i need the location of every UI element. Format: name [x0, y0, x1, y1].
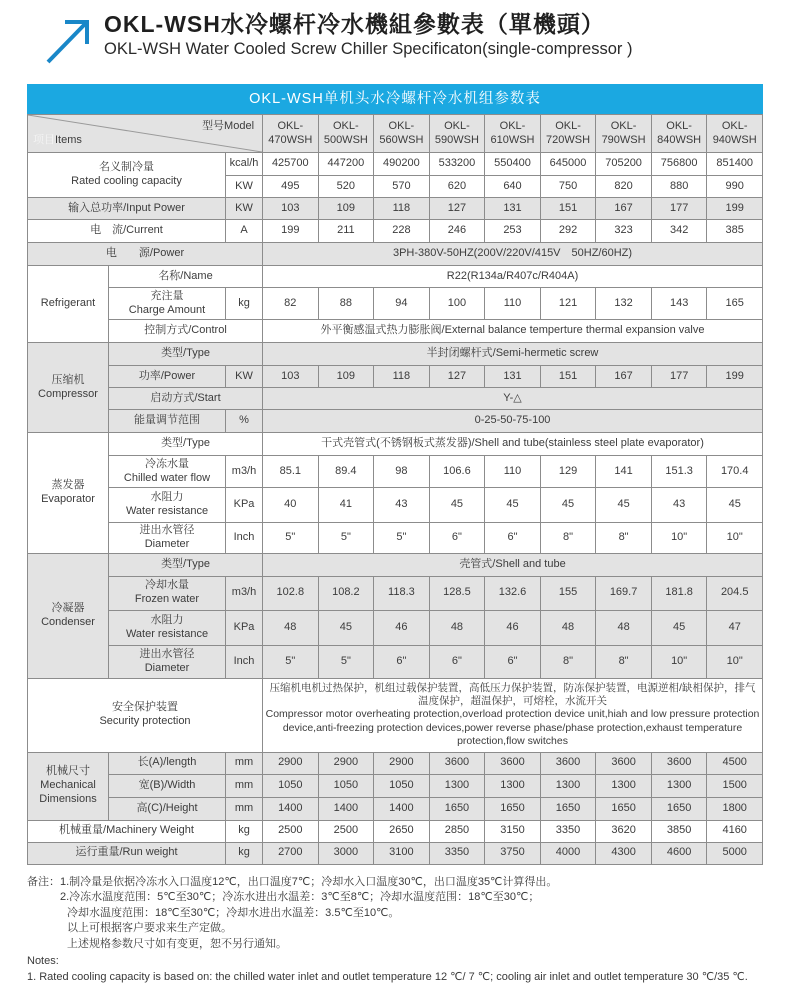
page-header — [0, 0, 790, 66]
evap-diameter-label: 进出水管径 Diameter — [109, 523, 226, 554]
length-label: 长(A)/length — [109, 752, 226, 774]
start-mode-row — [28, 388, 763, 410]
current-row — [28, 220, 763, 243]
value-cell: 3600 — [485, 752, 541, 774]
condenser-type-label: 类型/Type — [109, 553, 263, 576]
value-cell: 143 — [651, 288, 707, 320]
value-cell: 48 — [540, 610, 596, 645]
value-cell: 45 — [707, 488, 763, 523]
unit-cell: mm — [226, 752, 263, 774]
frozen-water-row — [28, 576, 763, 610]
spec-table-wrap — [27, 114, 763, 865]
value-cell: 4500 — [707, 752, 763, 774]
value-cell: 129 — [540, 456, 596, 488]
cond-resistance-label: 水阻力 Water resistance — [109, 610, 226, 645]
value-cell: 45 — [485, 488, 541, 523]
model-header-cell: OKL-590WSH — [429, 115, 485, 153]
value-cell: 8" — [596, 645, 652, 678]
value-cell: 385 — [707, 220, 763, 243]
value-cell: 46 — [485, 610, 541, 645]
power-supply-value: 3PH-380V-50HZ(200V/220V/415V 50HZ/60HZ) — [263, 243, 763, 266]
width-label: 宽(B)/Width — [109, 774, 226, 797]
value-cell: 8" — [596, 523, 652, 554]
compressor-type-row — [28, 343, 763, 366]
value-cell: 110 — [485, 456, 541, 488]
value-cell: 1650 — [540, 797, 596, 820]
value-cell: 109 — [318, 198, 374, 220]
unit-cell: A — [226, 220, 263, 243]
value-cell: 323 — [596, 220, 652, 243]
value-cell: 6" — [429, 523, 485, 554]
security-label: 安全保护装置 Security protection — [28, 678, 263, 752]
value-cell: 141 — [596, 456, 652, 488]
evap-diameter-row — [28, 523, 763, 554]
value-cell: 6" — [485, 523, 541, 554]
value-cell: 990 — [707, 176, 763, 198]
capacity-range-value: 0-25-50-75-100 — [263, 410, 763, 433]
value-cell: 2850 — [429, 820, 485, 842]
notes-block — [27, 875, 763, 985]
value-cell: 118 — [374, 198, 430, 220]
value-cell: 1300 — [429, 774, 485, 797]
compressor-power-row — [28, 366, 763, 388]
value-cell: 169.7 — [596, 576, 652, 610]
value-cell: 151 — [540, 198, 596, 220]
value-cell: 45 — [318, 610, 374, 645]
evaporator-group-label: 蒸发器 Evaporator — [28, 433, 109, 554]
value-cell: 43 — [651, 488, 707, 523]
value-cell: 45 — [596, 488, 652, 523]
rated-label: 名义制冷量 Rated cooling capacity — [28, 153, 226, 198]
value-cell: 132 — [596, 288, 652, 320]
value-cell: 118 — [374, 366, 430, 388]
value-cell: 155 — [540, 576, 596, 610]
value-cell: 48 — [596, 610, 652, 645]
value-cell: 2700 — [263, 842, 319, 864]
condenser-group-label: 冷凝器 Condenser — [28, 553, 109, 678]
spec-table — [27, 114, 763, 865]
start-mode-value: Y-△ — [263, 388, 763, 410]
value-cell: 5" — [263, 523, 319, 554]
value-cell: 447200 — [318, 153, 374, 176]
value-cell: 4000 — [540, 842, 596, 864]
cond-diameter-label: 进出水管径 Diameter — [109, 645, 226, 678]
value-cell: 1300 — [596, 774, 652, 797]
value-cell: 851400 — [707, 153, 763, 176]
input-power-row — [28, 198, 763, 220]
value-cell: 43 — [374, 488, 430, 523]
value-cell: 1050 — [318, 774, 374, 797]
machinery-weight-label: 机械重量/Machinery Weight — [28, 820, 226, 842]
value-cell: 127 — [429, 198, 485, 220]
model-header-cell: OKL-790WSH — [596, 115, 652, 153]
value-cell: 128.5 — [429, 576, 485, 610]
evaporator-type-value: 干式壳管式(不锈钢板式蒸发器)/Shell and tube(stainless steel plate evaporator) — [263, 433, 763, 456]
value-cell: 204.5 — [707, 576, 763, 610]
value-cell: 2900 — [374, 752, 430, 774]
refrigerant-name-label: 名称/Name — [109, 266, 263, 288]
value-cell: 100 — [429, 288, 485, 320]
value-cell: 3600 — [429, 752, 485, 774]
evap-resistance-label: 水阻力 Water resistance — [109, 488, 226, 523]
value-cell: 118.3 — [374, 576, 430, 610]
evaporator-type-row — [28, 433, 763, 456]
value-cell: 82 — [263, 288, 319, 320]
run-weight-label: 运行重量/Run weight — [28, 842, 226, 864]
value-cell: 1650 — [651, 797, 707, 820]
value-cell: 820 — [596, 176, 652, 198]
value-cell: 3350 — [429, 842, 485, 864]
current-label: 电 流/Current — [28, 220, 226, 243]
model-header-cell: OKL-610WSH — [485, 115, 541, 153]
value-cell: 103 — [263, 366, 319, 388]
value-cell: 3600 — [596, 752, 652, 774]
input-power-label: 输入总功率/Input Power — [28, 198, 226, 220]
value-cell: 6" — [374, 645, 430, 678]
value-cell: 131 — [485, 366, 541, 388]
value-cell: 228 — [374, 220, 430, 243]
note-line: 以上可根据客户要求来生产定做。 — [27, 921, 763, 937]
value-cell: 246 — [429, 220, 485, 243]
value-cell: 170.4 — [707, 456, 763, 488]
value-cell: 1400 — [318, 797, 374, 820]
value-cell: 425700 — [263, 153, 319, 176]
capacity-range-label: 能量调节范围 — [109, 410, 226, 433]
notes-en-label: Notes: — [27, 954, 763, 970]
note-line: 上述规格参数尺寸如有变更，恕不另行通知。 — [27, 937, 763, 953]
unit-cell: KW — [226, 176, 263, 198]
power-supply-row — [28, 243, 763, 266]
note-line: 2.冷冻水温度范围：5℃至30℃；冷冻水进出水温差：3℃至8℃；冷却水温度范围：18℃至30℃； — [27, 890, 763, 906]
value-cell: 102.8 — [263, 576, 319, 610]
evap-resistance-row — [28, 488, 763, 523]
value-cell: 253 — [485, 220, 541, 243]
value-cell: 8" — [540, 645, 596, 678]
value-cell: 1400 — [263, 797, 319, 820]
corner-model-label: 型号Model — [202, 120, 254, 134]
compressor-type-value: 半封闭螺杆式/Semi-hermetic screw — [263, 343, 763, 366]
note-line: 备注：1.制冷量是依据冷冻水入口温度12℃，出口温度7℃；冷却水入口温度30℃，出口温度35℃计算得出。 — [27, 875, 763, 891]
value-cell: 127 — [429, 366, 485, 388]
value-cell: 199 — [707, 366, 763, 388]
cond-resistance-row — [28, 610, 763, 645]
unit-cell: mm — [226, 797, 263, 820]
value-cell: 94 — [374, 288, 430, 320]
value-cell: 2900 — [263, 752, 319, 774]
unit-cell: KPa — [226, 610, 263, 645]
value-cell: 1650 — [485, 797, 541, 820]
compressor-power-label: 功率/Power — [109, 366, 226, 388]
value-cell: 151.3 — [651, 456, 707, 488]
security-row — [28, 678, 763, 752]
unit-cell: KW — [226, 366, 263, 388]
value-cell: 3100 — [374, 842, 430, 864]
control-label: 控制方式/Control — [109, 320, 263, 343]
value-cell: 1400 — [374, 797, 430, 820]
value-cell: 1300 — [540, 774, 596, 797]
height-label: 高(C)/Height — [109, 797, 226, 820]
value-cell: 98 — [374, 456, 430, 488]
value-cell: 8" — [540, 523, 596, 554]
evaporator-type-label: 类型/Type — [109, 433, 263, 456]
unit-cell: kcal/h — [226, 153, 263, 176]
compressor-type-label: 类型/Type — [109, 343, 263, 366]
model-header-cell: OKL-500WSH — [318, 115, 374, 153]
unit-cell: KW — [226, 198, 263, 220]
value-cell: 3620 — [596, 820, 652, 842]
note-line: 1. Rated cooling capacity is based on: the chilled water inlet and outlet temperature 12 ℃/ 7 ℃; cooling air inlet and outlet temperature 30 ℃/35 ℃. — [27, 970, 763, 985]
value-cell: 121 — [540, 288, 596, 320]
value-cell: 5" — [318, 523, 374, 554]
value-cell: 1300 — [651, 774, 707, 797]
value-cell: 292 — [540, 220, 596, 243]
value-cell: 199 — [263, 220, 319, 243]
unit-cell: m3/h — [226, 456, 263, 488]
value-cell: 199 — [707, 198, 763, 220]
model-header-cell: OKL-840WSH — [651, 115, 707, 153]
refrigerant-group-label: Refrigerant — [28, 266, 109, 343]
value-cell: 5" — [318, 645, 374, 678]
value-cell: 570 — [374, 176, 430, 198]
machinery-weight-row — [28, 820, 763, 842]
value-cell: 5" — [374, 523, 430, 554]
value-cell: 47 — [707, 610, 763, 645]
value-cell: 48 — [429, 610, 485, 645]
value-cell: 10" — [707, 645, 763, 678]
value-cell: 40 — [263, 488, 319, 523]
value-cell: 620 — [429, 176, 485, 198]
value-cell: 2650 — [374, 820, 430, 842]
value-cell: 106.6 — [429, 456, 485, 488]
value-cell: 1500 — [707, 774, 763, 797]
model-header-cell: OKL-720WSH — [540, 115, 596, 153]
corner-items-label: 项目Items — [33, 134, 82, 148]
condenser-type-value: 壳管式/Shell and tube — [263, 553, 763, 576]
page-title-en: OKL-WSH Water Cooled Screw Chiller Specificaton(single-compressor ) — [104, 40, 632, 59]
model-header-cell: OKL-940WSH — [707, 115, 763, 153]
value-cell: 2500 — [263, 820, 319, 842]
value-cell: 495 — [263, 176, 319, 198]
refrigerant-name-value: R22(R134a/R407c/R404A) — [263, 266, 763, 288]
value-cell: 2500 — [318, 820, 374, 842]
charge-amount-row — [28, 288, 763, 320]
value-cell: 1800 — [707, 797, 763, 820]
unit-cell: Inch — [226, 523, 263, 554]
value-cell: 342 — [651, 220, 707, 243]
unit-cell: mm — [226, 774, 263, 797]
value-cell: 645000 — [540, 153, 596, 176]
value-cell: 10" — [651, 645, 707, 678]
value-cell: 1050 — [374, 774, 430, 797]
value-cell: 3850 — [651, 820, 707, 842]
value-cell: 46 — [374, 610, 430, 645]
value-cell: 1050 — [263, 774, 319, 797]
value-cell: 88 — [318, 288, 374, 320]
value-cell: 151 — [540, 366, 596, 388]
value-cell: 167 — [596, 366, 652, 388]
value-cell: 41 — [318, 488, 374, 523]
value-cell: 756800 — [651, 153, 707, 176]
value-cell: 4160 — [707, 820, 763, 842]
value-cell: 131 — [485, 198, 541, 220]
value-cell: 750 — [540, 176, 596, 198]
value-cell: 181.8 — [651, 576, 707, 610]
corner-cell — [28, 115, 263, 153]
model-header-cell: OKL-470WSH — [263, 115, 319, 153]
value-cell: 1650 — [596, 797, 652, 820]
start-mode-label: 启动方式/Start — [109, 388, 263, 410]
value-cell: 211 — [318, 220, 374, 243]
value-cell: 1300 — [485, 774, 541, 797]
height-row — [28, 797, 763, 820]
value-cell: 10" — [651, 523, 707, 554]
unit-cell: % — [226, 410, 263, 433]
value-cell: 5000 — [707, 842, 763, 864]
unit-cell: kg — [226, 820, 263, 842]
length-row — [28, 752, 763, 774]
value-cell: 109 — [318, 366, 374, 388]
power-supply-label: 电 源/Power — [28, 243, 263, 266]
value-cell: 490200 — [374, 153, 430, 176]
value-cell: 705200 — [596, 153, 652, 176]
control-value: 外平衡感温式热力膨胀阀/External balance temperture thermal expansion valve — [263, 320, 763, 343]
model-header-cell: OKL-560WSH — [374, 115, 430, 153]
compressor-group-label: 压缩机 Compressor — [28, 343, 109, 433]
rated-kcal-row — [28, 153, 763, 176]
value-cell: 45 — [540, 488, 596, 523]
value-cell: 177 — [651, 366, 707, 388]
value-cell: 3600 — [540, 752, 596, 774]
value-cell: 10" — [707, 523, 763, 554]
value-cell: 6" — [485, 645, 541, 678]
cond-diameter-row — [28, 645, 763, 678]
refrigerant-name-row — [28, 266, 763, 288]
value-cell: 3350 — [540, 820, 596, 842]
page-title-zh: OKL-WSH水冷螺杆冷水機組參數表（單機頭） — [104, 10, 632, 39]
value-cell: 3600 — [651, 752, 707, 774]
value-cell: 132.6 — [485, 576, 541, 610]
unit-cell: kg — [226, 842, 263, 864]
condenser-type-row — [28, 553, 763, 576]
value-cell: 3150 — [485, 820, 541, 842]
value-cell: 110 — [485, 288, 541, 320]
value-cell: 89.4 — [318, 456, 374, 488]
capacity-range-row — [28, 410, 763, 433]
value-cell: 4600 — [651, 842, 707, 864]
note-line: 冷却水温度范围：18℃至30℃；冷却水进出水温差：3.5℃至10℃。 — [27, 906, 763, 922]
value-cell: 4300 — [596, 842, 652, 864]
value-cell: 1650 — [429, 797, 485, 820]
value-cell: 3750 — [485, 842, 541, 864]
value-cell: 45 — [429, 488, 485, 523]
chilled-flow-row — [28, 456, 763, 488]
value-cell: 108.2 — [318, 576, 374, 610]
value-cell: 640 — [485, 176, 541, 198]
unit-cell: KPa — [226, 488, 263, 523]
value-cell: 550400 — [485, 153, 541, 176]
run-weight-row — [28, 842, 763, 864]
table-banner: OKL-WSH单机头水冷螺杆冷水机组参数表 — [27, 84, 763, 114]
arrow-up-right-icon — [40, 14, 98, 66]
unit-cell: kg — [226, 288, 263, 320]
charge-amount-label: 充注量 Charge Amount — [109, 288, 226, 320]
unit-cell: Inch — [226, 645, 263, 678]
value-cell: 167 — [596, 198, 652, 220]
control-row — [28, 320, 763, 343]
chilled-flow-label: 冷冻水量 Chilled water flow — [109, 456, 226, 488]
security-value: 压缩机电机过热保护，机组过载保护装置，高低压力保护装置，防冻保护装置，电源逆相/缺相保护，排气温度保护，超温保护，可熔栓，水流开关 Compressor motor overheating protection,overload protection device unit,hiah and low pressure protection device,anti-freezing protection devices,power reverse phase/phase protection,exhaust temperature protection,flow switches — [263, 678, 763, 752]
value-cell: 85.1 — [263, 456, 319, 488]
value-cell: 45 — [651, 610, 707, 645]
frozen-water-label: 冷却水量 Frozen water — [109, 576, 226, 610]
model-header-row — [28, 115, 763, 153]
value-cell: 533200 — [429, 153, 485, 176]
value-cell: 520 — [318, 176, 374, 198]
value-cell: 6" — [429, 645, 485, 678]
value-cell: 48 — [263, 610, 319, 645]
value-cell: 5" — [263, 645, 319, 678]
value-cell: 880 — [651, 176, 707, 198]
dimensions-group-label: 机械尺寸 Mechanical Dimensions — [28, 752, 109, 820]
value-cell: 177 — [651, 198, 707, 220]
unit-cell: m3/h — [226, 576, 263, 610]
value-cell: 103 — [263, 198, 319, 220]
value-cell: 165 — [707, 288, 763, 320]
value-cell: 3000 — [318, 842, 374, 864]
width-row — [28, 774, 763, 797]
value-cell: 2900 — [318, 752, 374, 774]
